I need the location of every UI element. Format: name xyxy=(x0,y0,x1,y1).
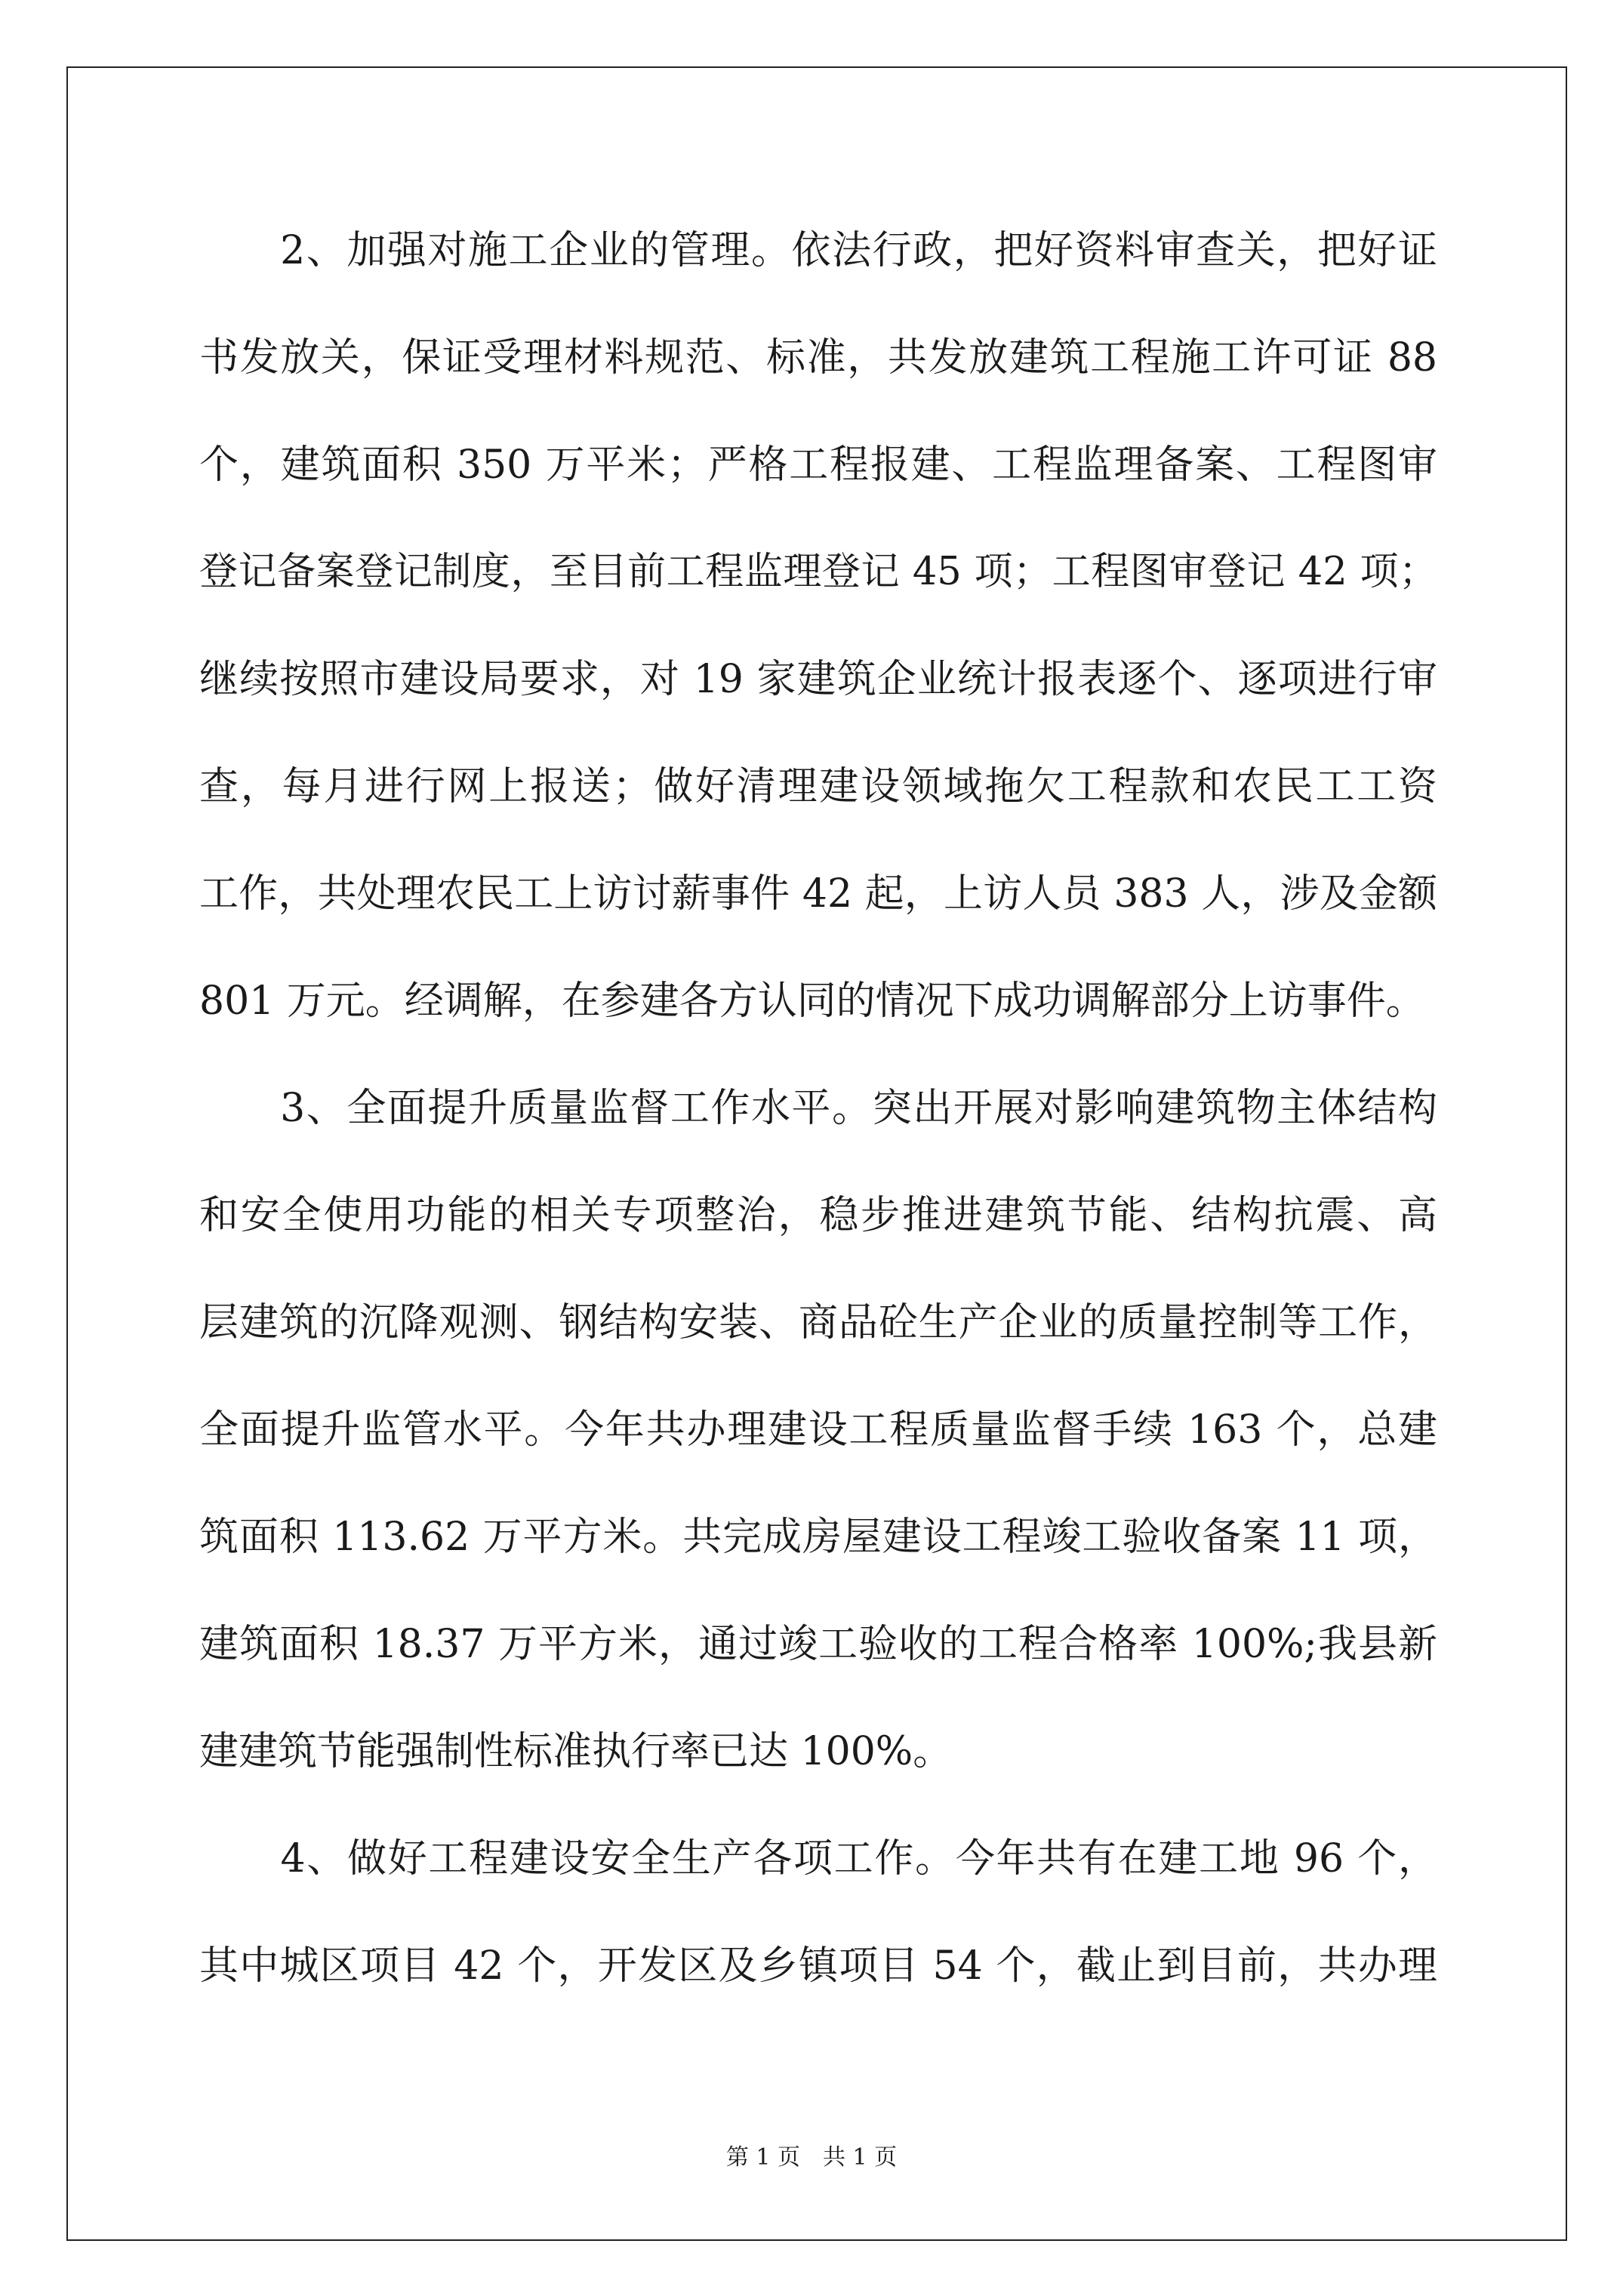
text-line: 3、全面提升质量监督工作水平。突出开展对影响建筑物主体结构 xyxy=(199,1086,1437,1131)
page-footer: 第 1 页 共 1 页 xyxy=(725,2144,898,2171)
paragraph-3 xyxy=(199,1077,1437,1827)
text-line: 801 万元。经调解，在参建各方认同的情况下成功调解部分上访事件。 xyxy=(199,978,1425,1024)
paragraph-4 xyxy=(199,1827,1437,2042)
text-line: 查，每月进行网上报送；做好清理建设领域拖欠工程款和农民工工资 xyxy=(199,764,1437,809)
text-line: 建筑面积 18.37 万平方米，通过竣工验收的工程合格率 100%;我县新 xyxy=(199,1622,1437,1667)
text-line: 书发放关，保证受理材料规范、标准，共发放建筑工程施工许可证 88 xyxy=(199,335,1437,381)
text-line: 层建筑的沉降观测、钢结构安装、商品砼生产企业的质量控制等工作， xyxy=(199,1300,1437,1345)
text-line: 2、加强对施工企业的管理。依法行政，把好资料审查关，把好证 xyxy=(199,228,1437,273)
text-line: 个，建筑面积 350 万平米；严格工程报建、工程监理备案、工程图审 xyxy=(199,442,1437,488)
text-line: 其中城区项目 42 个，开发区及乡镇项目 54 个，截止到目前，共办理 xyxy=(199,1943,1437,1989)
text-line: 筑面积 113.62 万平方米。共完成房屋建设工程竣工验收备案 11 项， xyxy=(199,1515,1437,1560)
text-line: 建建筑节能强制性标准执行率已达 100%。 xyxy=(199,1729,953,1774)
document-body xyxy=(199,219,1437,2042)
text-line: 和安全使用功能的相关专项整治，稳步推进建筑节能、结构抗震、高 xyxy=(199,1193,1437,1238)
text-line: 继续按照市建设局要求，对 19 家建筑企业统计报表逐个、逐项进行审 xyxy=(199,657,1437,702)
text-line: 工作，共处理农民工上访讨薪事件 42 起，上访人员 383 人，涉及金额 xyxy=(199,871,1437,917)
text-line: 登记备案登记制度，至目前工程监理登记 45 项；工程图审登记 42 项； xyxy=(199,550,1437,594)
paragraph-2 xyxy=(199,219,1437,1077)
text-line: 4、做好工程建设安全生产各项工作。今年共有在建工地 96 个， xyxy=(199,1836,1437,1881)
text-line: 全面提升监管水平。今年共办理建设工程质量监督手续 163 个，总建 xyxy=(199,1407,1437,1453)
